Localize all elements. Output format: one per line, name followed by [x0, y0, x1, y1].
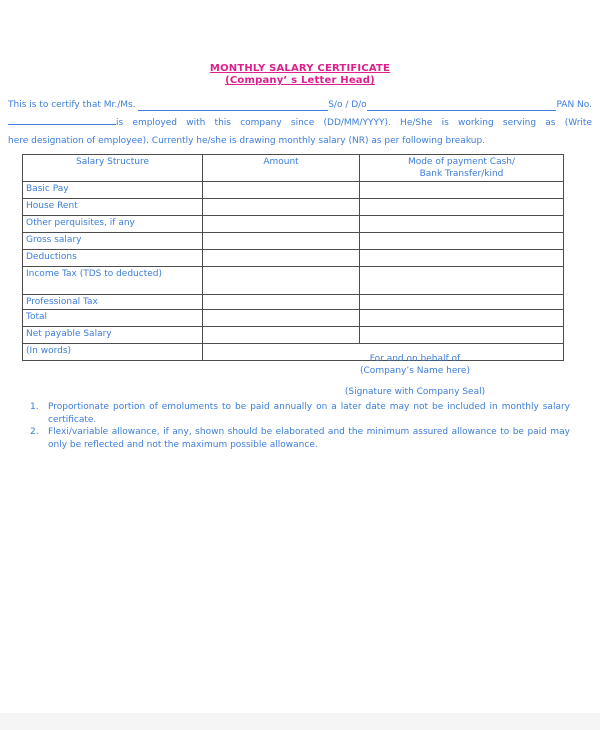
blank-line-name: [138, 110, 328, 111]
header-mode-line-2: Bank Transfer/kind: [419, 169, 504, 179]
mode-cell-empty: [360, 250, 564, 267]
row-label-professional-tax: Professional Tax: [23, 295, 203, 310]
signature-block: [295, 354, 535, 399]
intro-line-1: [8, 96, 592, 114]
table-row: [23, 310, 564, 327]
intro-line-3: here designation of employee). Currently he/she is drawing monthly salary (NR) as per following breakup.: [8, 136, 486, 146]
mode-cell-empty: [360, 182, 564, 199]
amount-cell-empty: [203, 199, 360, 216]
amount-cell-empty: [203, 267, 360, 295]
header-mode-of-payment: [360, 155, 564, 182]
amount-cell-empty: [203, 216, 360, 233]
note-number: 1.: [30, 402, 39, 412]
blank-line-pan-number: [8, 122, 116, 125]
page-edge-shadow: [0, 713, 600, 730]
mode-cell-empty: [360, 310, 564, 327]
row-label-total: Total: [23, 310, 203, 327]
document-title: [0, 63, 600, 87]
salary-structure-table: [22, 154, 564, 361]
mode-cell-empty: [360, 216, 564, 233]
intro-paragraph: [8, 96, 592, 150]
sig-company-name-line: (Company’s Name here): [360, 365, 470, 376]
note-number: 2.: [30, 427, 39, 437]
intro-text-employed: is employed with this company since (DD/MM/YYYY). He/She is working serving as (Write: [116, 118, 592, 128]
row-label-deductions: Deductions: [23, 250, 203, 267]
table-row: [23, 295, 564, 310]
mode-cell-empty: [360, 295, 564, 310]
amount-cell-empty: [203, 295, 360, 310]
header-amount: Amount: [203, 155, 360, 182]
blank-line-parent-name: [367, 110, 557, 111]
amount-cell-empty: [203, 250, 360, 267]
row-label-income-tax: Income Tax (TDS to deducted): [23, 267, 203, 295]
row-label-gross-salary: Gross salary: [23, 233, 203, 250]
row-label-net-payable: Net payable Salary: [23, 327, 203, 344]
table-row: [23, 199, 564, 216]
title-line-1: MONTHLY SALARY CERTIFICATE: [209, 63, 391, 74]
intro-line-2: [8, 114, 592, 132]
table-row: [23, 233, 564, 250]
sig-behalf-line: For and on behalf of: [369, 354, 461, 364]
table-header-row: [23, 155, 564, 182]
note-item-1: [30, 401, 570, 426]
amount-cell-empty: [203, 327, 360, 344]
header-mode-line-1: Mode of payment Cash/: [407, 157, 516, 167]
mode-cell-empty: [360, 267, 564, 295]
title-line-2: (Company’ s Letter Head): [225, 75, 375, 86]
mode-cell-empty: [360, 199, 564, 216]
intro-text-so-do: S/o / D/o: [328, 100, 367, 110]
header-salary-structure: Salary Structure: [23, 155, 203, 182]
row-label-other-perquisites: Other perquisites, if any: [23, 216, 203, 233]
amount-cell-empty: [203, 182, 360, 199]
row-label-basic-pay: Basic Pay: [23, 182, 203, 199]
amount-cell-empty: [203, 310, 360, 327]
amount-cell-empty: [203, 233, 360, 250]
intro-text-pan: PAN No.: [556, 100, 592, 110]
table-row: [23, 250, 564, 267]
row-label-house-rent: House Rent: [23, 199, 203, 216]
row-label-in-words: (In words): [23, 344, 203, 361]
note-text: Flexi/variable allowance, if any, shown should be elaborated and the minimum assured allowance to be paid may only be reflected and not the maximum possible allowance.: [48, 427, 570, 450]
table-row: [23, 182, 564, 199]
note-text: Proportionate portion of emoluments to be paid annually on a later date may not be included in monthly salary certificate.: [48, 402, 570, 425]
intro-text-certify: This is to certify that Mr./Ms.: [8, 100, 139, 110]
notes-list: [30, 401, 570, 451]
note-item-2: [30, 426, 570, 451]
mode-cell-empty: [360, 233, 564, 250]
mode-cell-empty: [360, 327, 564, 344]
table-row: [23, 216, 564, 233]
table-row: [23, 267, 564, 295]
sig-seal-line: (Signature with Company Seal): [344, 387, 486, 397]
table-row: [23, 327, 564, 344]
